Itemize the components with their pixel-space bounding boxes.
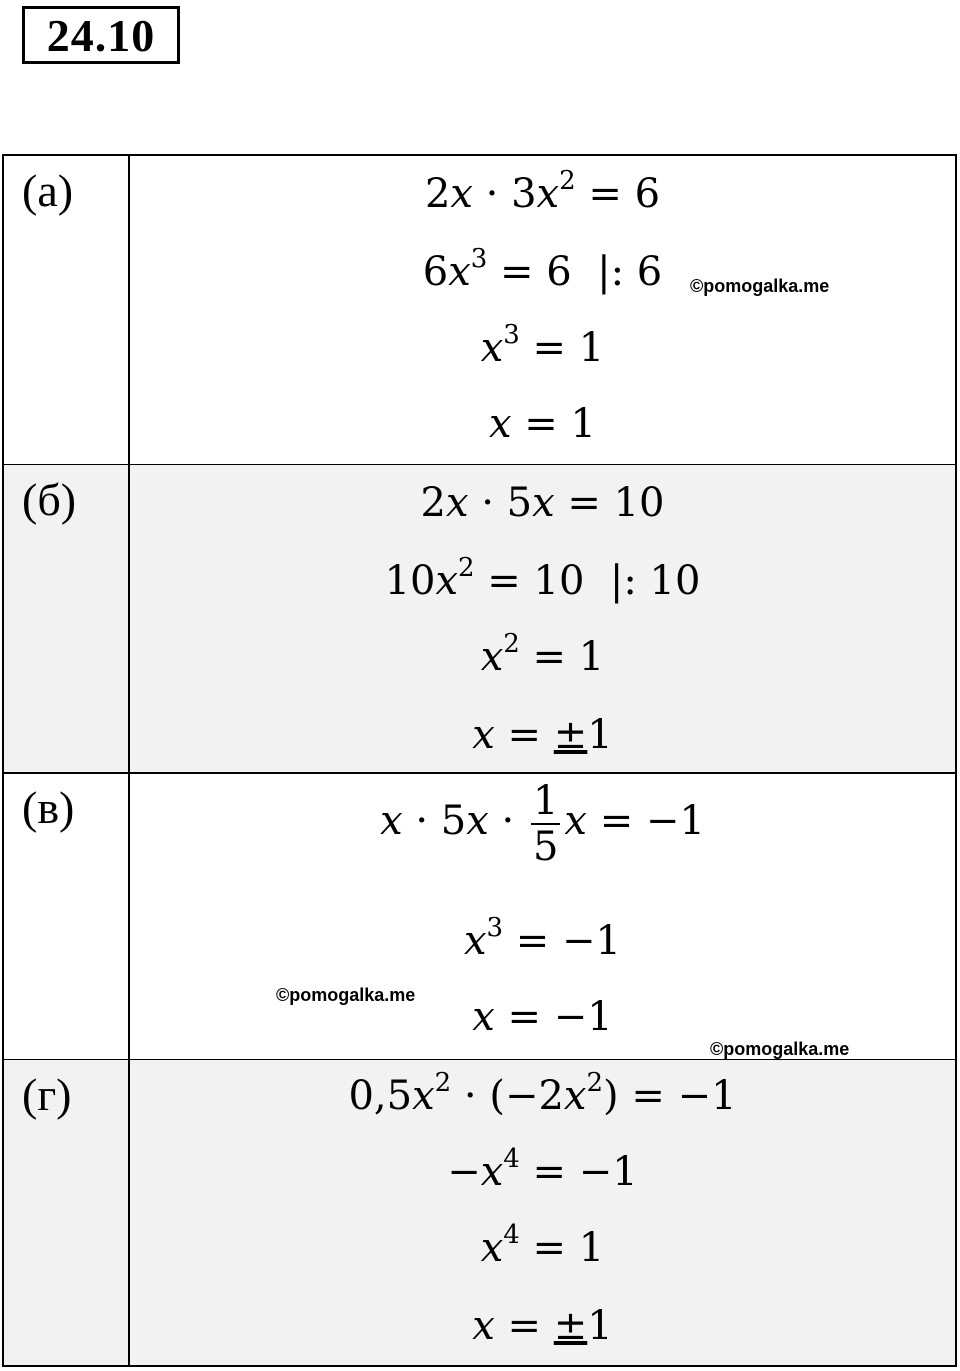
equation-line: $-x^4 = -1$ [447, 1144, 638, 1195]
table-row-d [4, 1060, 955, 1365]
equation-line: $10x^2 = 10$ |: 10 [384, 553, 701, 604]
watermark: ©pomogalka.me [276, 985, 416, 1005]
column-divider [128, 156, 130, 1365]
equation-line: x = 1 [489, 401, 596, 447]
row-label: (б) [22, 474, 77, 525]
watermark: ©pomogalka.me [710, 1039, 850, 1059]
table-row-b [4, 465, 955, 773]
solution-table [2, 154, 957, 1367]
row-label: (в) [22, 782, 75, 833]
equation-line: $x^4 = 1$ [480, 1220, 605, 1271]
table-row-c [4, 773, 955, 1060]
equation-line: $2x \cdot 3x^2 = 6$ [424, 166, 661, 217]
equation-line: 2x · 5x = 10 [420, 480, 665, 526]
watermark: ©pomogalka.me [690, 276, 830, 296]
equation-line: x = ±1 [472, 1303, 613, 1349]
equation-line: $6x^3 = 6$ |: 6 [422, 244, 663, 295]
row-label: (г) [22, 1069, 72, 1120]
problem-number: 24.10 [22, 6, 180, 64]
equation-line: x = ±1 [472, 712, 613, 758]
equation-line: $0,5x^2 \cdot (-2x^2) = -1$ [348, 1068, 737, 1119]
row-label: (а) [22, 165, 74, 216]
equation-line: $x^2 = 1$ [480, 629, 605, 680]
fraction: $\frac{1}{5}$ [532, 778, 559, 870]
equation-line: $x^3 = -1$ [463, 913, 622, 964]
table-row-a [4, 156, 955, 465]
equation-line: x = −1 [472, 994, 613, 1040]
equation-line: $x^3 = 1$ [480, 320, 605, 371]
equation-line: x · 5x · $\frac{1}{5}$ x = −1 [380, 778, 705, 870]
